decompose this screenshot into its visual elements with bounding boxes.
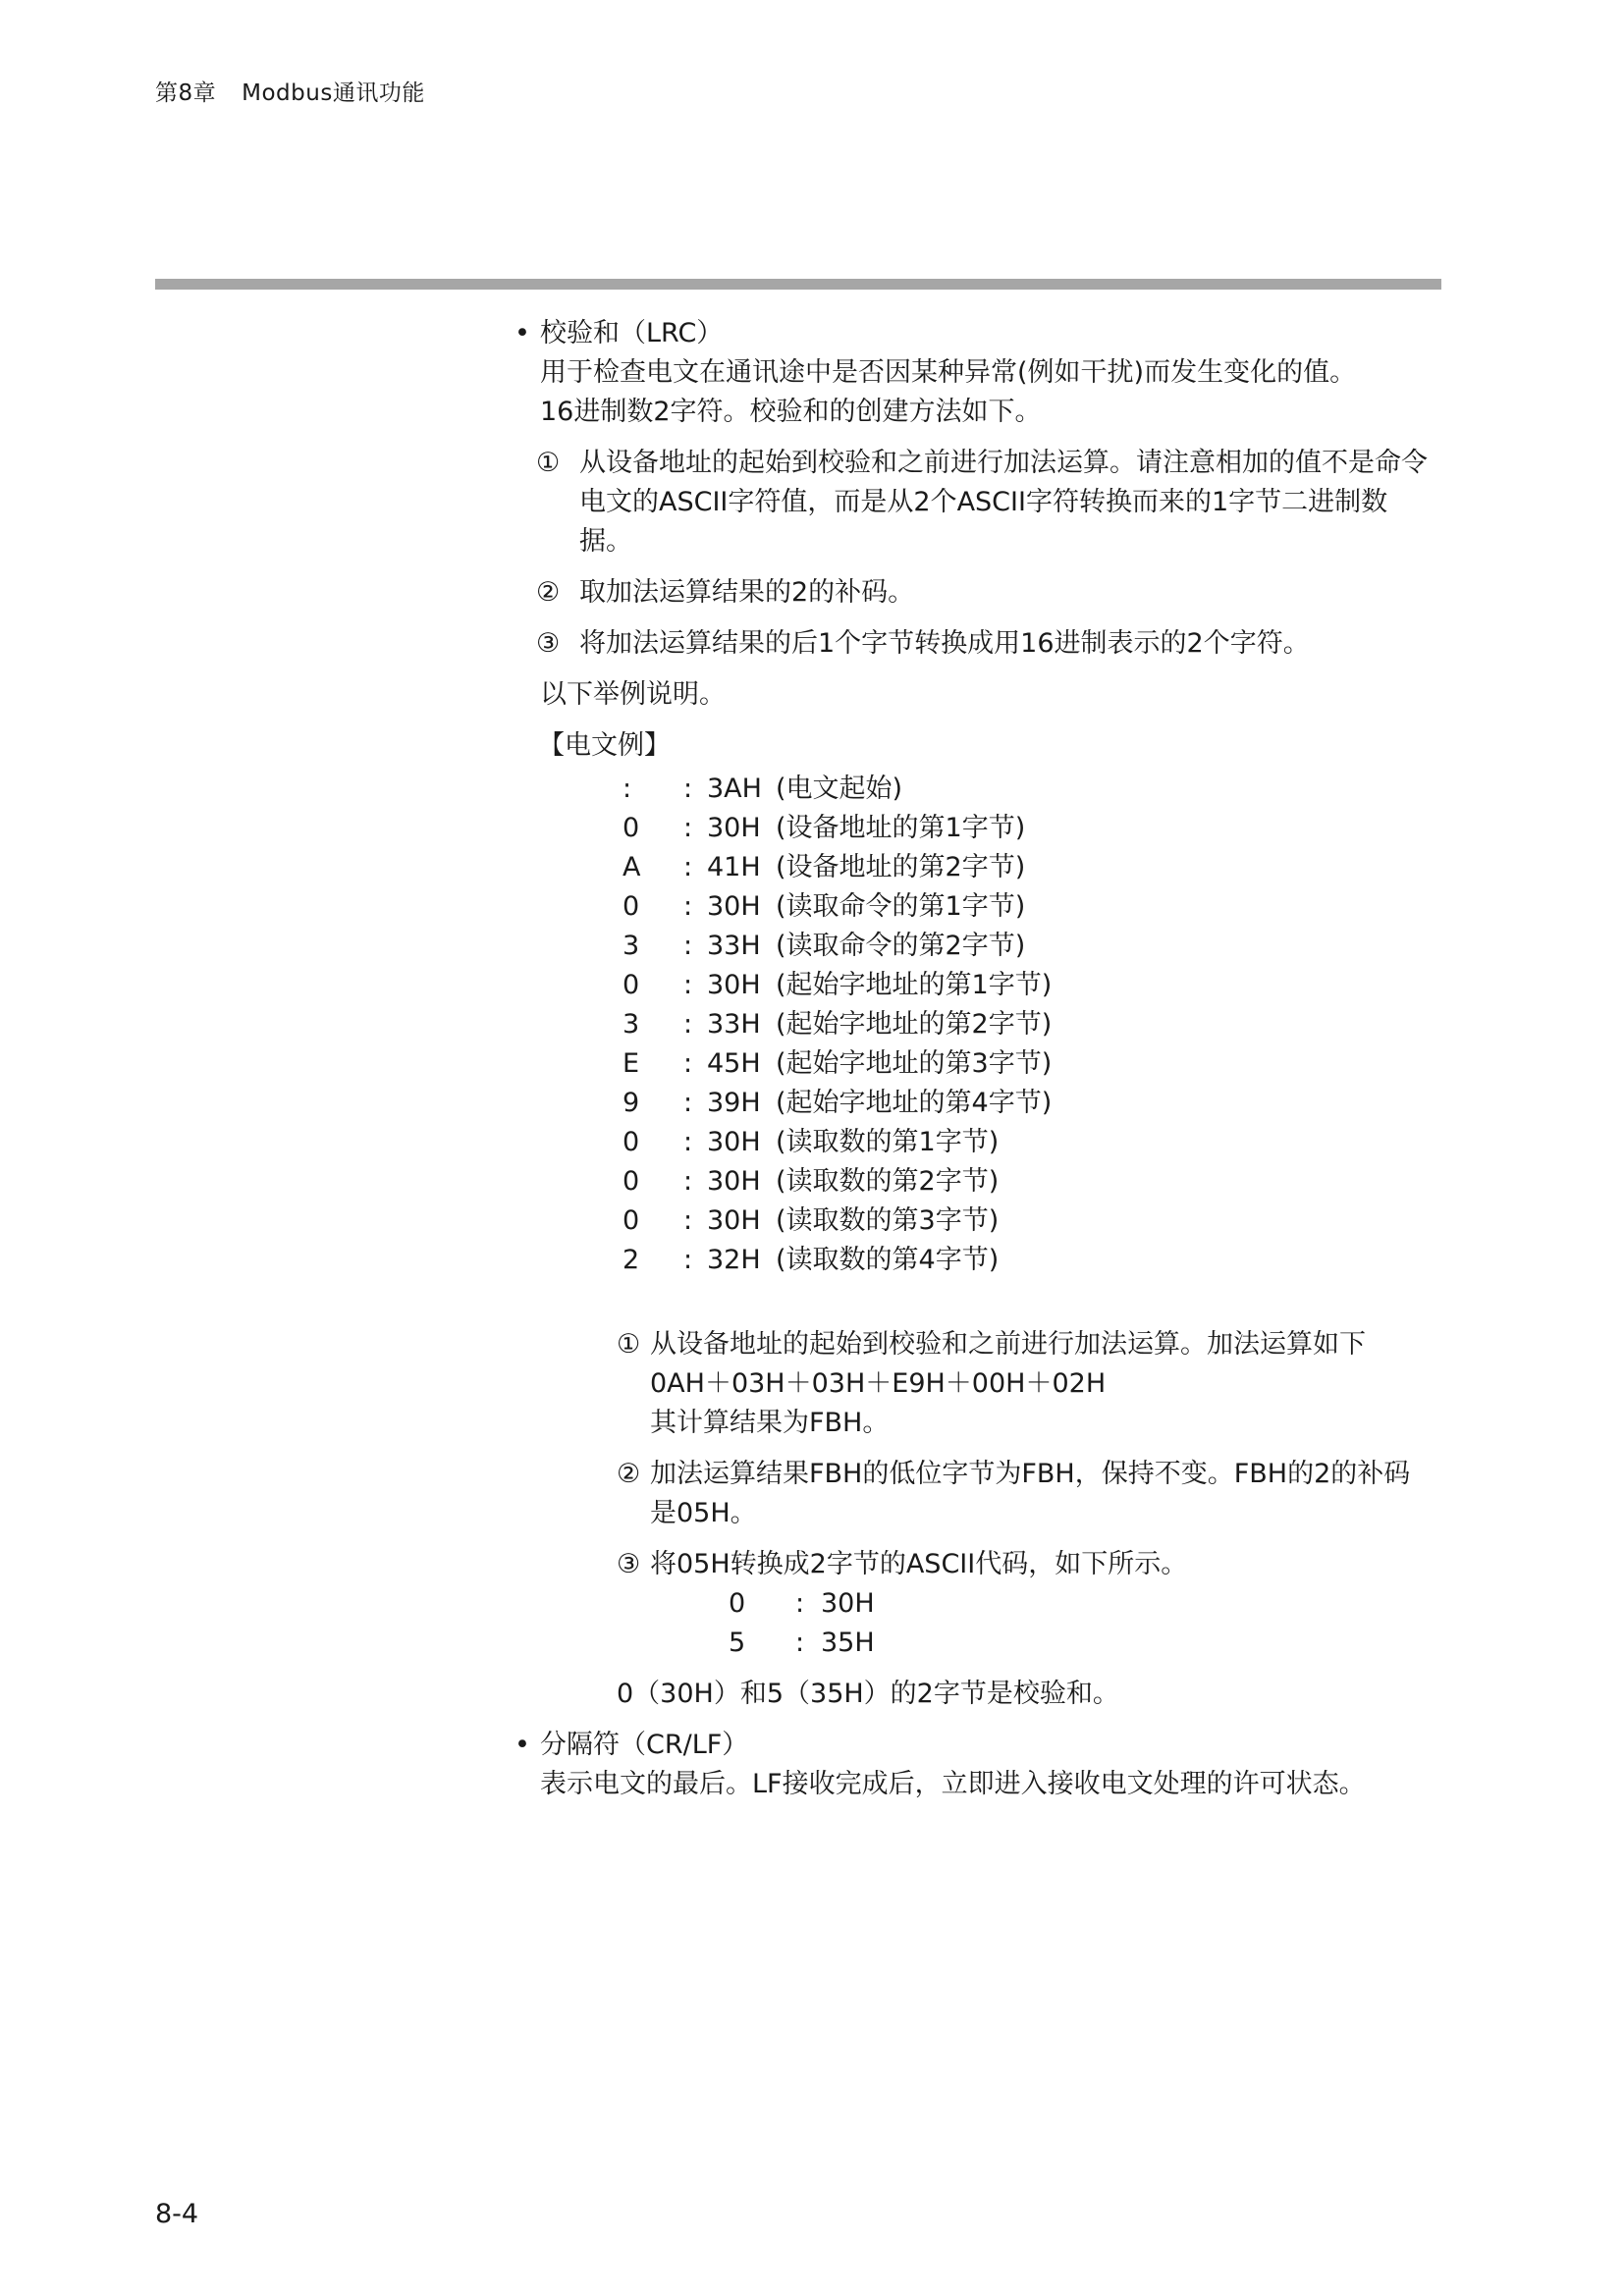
message-colon: : <box>683 1166 693 1197</box>
bullet-dot: • <box>514 318 530 348</box>
message-colon: : <box>683 1127 693 1157</box>
message-row <box>619 1044 1052 1084</box>
message-hex: 30H <box>707 1205 761 1236</box>
ascii-row <box>729 1584 875 1624</box>
ascii-code-table <box>729 1584 875 1663</box>
ascii-colon: : <box>795 1628 805 1658</box>
message-row <box>619 1005 1052 1044</box>
message-desc: (设备地址的第2字节) <box>776 852 1026 882</box>
message-hex: 45H <box>707 1048 761 1079</box>
ascii-hex: 30H <box>821 1588 875 1619</box>
message-desc: (电文起始) <box>776 774 903 804</box>
message-desc: (读取命令的第1字节) <box>776 891 1026 922</box>
message-row <box>619 1123 1052 1162</box>
step-marker: ③ <box>617 1549 641 1579</box>
step-marker: ① <box>536 448 561 478</box>
message-row <box>619 887 1052 927</box>
message-row <box>619 1084 1052 1123</box>
calc-step <box>617 1545 1443 1663</box>
message-desc: (读取命令的第2字节) <box>776 931 1026 961</box>
message-hex: 39H <box>707 1088 761 1118</box>
message-hex: 33H <box>707 1009 761 1040</box>
lrc-description-line: 用于检查电文在通讯途中是否因某种异常(例如干扰)而发生变化的值。 <box>540 357 1357 388</box>
step-text: 将加法运算结果的后1个字节转换成用16进制表示的2个字符。 <box>579 628 1310 659</box>
message-hex: 30H <box>707 970 761 1000</box>
message-row <box>619 927 1052 966</box>
message-char: 3 <box>623 1009 640 1040</box>
ascii-char: 0 <box>729 1588 746 1619</box>
delimiter-section <box>511 1726 1443 1804</box>
chapter-title: Modbus通讯功能 <box>242 80 425 106</box>
message-char: E <box>623 1048 640 1079</box>
message-row <box>619 1241 1052 1280</box>
message-char: 9 <box>623 1088 640 1118</box>
ascii-char: 5 <box>729 1628 746 1658</box>
message-hex: 30H <box>707 813 761 843</box>
step-marker: ② <box>617 1459 641 1489</box>
message-row <box>619 1162 1052 1201</box>
message-colon: : <box>683 813 693 843</box>
message-char: 0 <box>623 1205 640 1236</box>
message-hex: 33H <box>707 931 761 961</box>
message-desc: (起始字地址的第2字节) <box>776 1009 1053 1040</box>
ascii-colon: : <box>795 1588 805 1619</box>
page-number: 8-4 <box>155 2199 199 2229</box>
message-row <box>619 966 1052 1005</box>
message-row <box>619 770 1052 809</box>
message-hex: 3AH <box>707 774 762 804</box>
message-char: 0 <box>623 813 640 843</box>
message-char: 2 <box>623 1245 640 1275</box>
lrc-section <box>511 314 1443 432</box>
example-intro: 以下举例说明。 <box>540 679 726 710</box>
lrc-step <box>511 624 1443 664</box>
lrc-step <box>511 573 1443 613</box>
message-desc: (读取数的第1字节) <box>776 1127 1000 1157</box>
message-colon: : <box>683 970 693 1000</box>
message-desc: (设备地址的第1字节) <box>776 813 1026 843</box>
step-text: 从设备地址的起始到校验和之前进行加法运算。请注意相加的值不是命令电文的ASCII字符值，而是从2个ASCII字符转换而来的1字节二进制数据。 <box>579 448 1428 557</box>
message-colon: : <box>683 1048 693 1079</box>
calc-line: 加法运算结果FBH的低位字节为FBH，保持不变。FBH的2的补码是05H。 <box>650 1459 1411 1528</box>
section-divider <box>155 279 1441 290</box>
message-desc: (起始字地址的第4字节) <box>776 1088 1053 1118</box>
lrc-description-line: 16进制数2字符。校验和的创建方法如下。 <box>540 397 1042 427</box>
calc-step <box>617 1455 1443 1533</box>
message-char: 0 <box>623 970 640 1000</box>
message-colon: : <box>683 774 693 804</box>
message-desc: (起始字地址的第1字节) <box>776 970 1053 1000</box>
message-row <box>619 1201 1052 1241</box>
calc-line: 从设备地址的起始到校验和之前进行加法运算。加法运算如下 <box>650 1329 1366 1360</box>
message-char: 3 <box>623 931 640 961</box>
message-hex: 30H <box>707 1166 761 1197</box>
delimiter-text: 表示电文的最后。LF接收完成后，立即进入接收电文处理的许可状态。 <box>540 1769 1366 1799</box>
chapter-number: 第8章 <box>155 80 217 106</box>
message-desc: (起始字地址的第3字节) <box>776 1048 1053 1079</box>
message-colon: : <box>683 891 693 922</box>
step-marker: ② <box>536 577 561 608</box>
checksum-summary: 0（30H）和5（35H）的2字节是校验和。 <box>617 1679 1119 1709</box>
step-marker: ① <box>617 1329 641 1360</box>
step-marker: ③ <box>536 628 561 659</box>
message-colon: : <box>683 852 693 882</box>
running-header <box>155 75 425 107</box>
calc-formula: 0AH＋03H＋03H＋E9H＋00H＋02H <box>650 1368 1107 1399</box>
message-hex: 32H <box>707 1245 761 1275</box>
message-colon: : <box>683 1088 693 1118</box>
message-hex: 41H <box>707 852 761 882</box>
message-colon: : <box>683 1245 693 1275</box>
main-content <box>511 314 1443 1804</box>
calculation-steps <box>617 1325 1443 1663</box>
message-colon: : <box>683 1205 693 1236</box>
message-hex: 30H <box>707 1127 761 1157</box>
message-char: 0 <box>623 891 640 922</box>
step-text: 取加法运算结果的2的补码。 <box>579 577 915 608</box>
message-char: 0 <box>623 1166 640 1197</box>
message-desc: (读取数的第3字节) <box>776 1205 1000 1236</box>
message-desc: (读取数的第4字节) <box>776 1245 1000 1275</box>
calc-step <box>617 1325 1443 1443</box>
message-char: A <box>623 852 641 882</box>
message-row <box>619 848 1052 887</box>
message-hex: 30H <box>707 891 761 922</box>
message-char: 0 <box>623 1127 640 1157</box>
message-char: : <box>623 774 632 804</box>
message-colon: : <box>683 1009 693 1040</box>
delimiter-title: 分隔符（CR/LF） <box>540 1730 749 1760</box>
bullet-dot: • <box>514 1730 530 1760</box>
lrc-title: 校验和（LRC） <box>540 318 724 348</box>
ascii-row <box>729 1624 875 1663</box>
message-colon: : <box>683 931 693 961</box>
lrc-step <box>511 444 1443 561</box>
ascii-hex: 35H <box>821 1628 875 1658</box>
calc-line: 其计算结果为FBH。 <box>650 1408 890 1438</box>
message-row <box>619 809 1052 848</box>
example-heading: 【电文例】 <box>538 730 671 761</box>
message-example-table <box>619 770 1052 1280</box>
calc-line: 将05H转换成2字节的ASCII代码，如下所示。 <box>650 1549 1188 1579</box>
message-desc: (读取数的第2字节) <box>776 1166 1000 1197</box>
